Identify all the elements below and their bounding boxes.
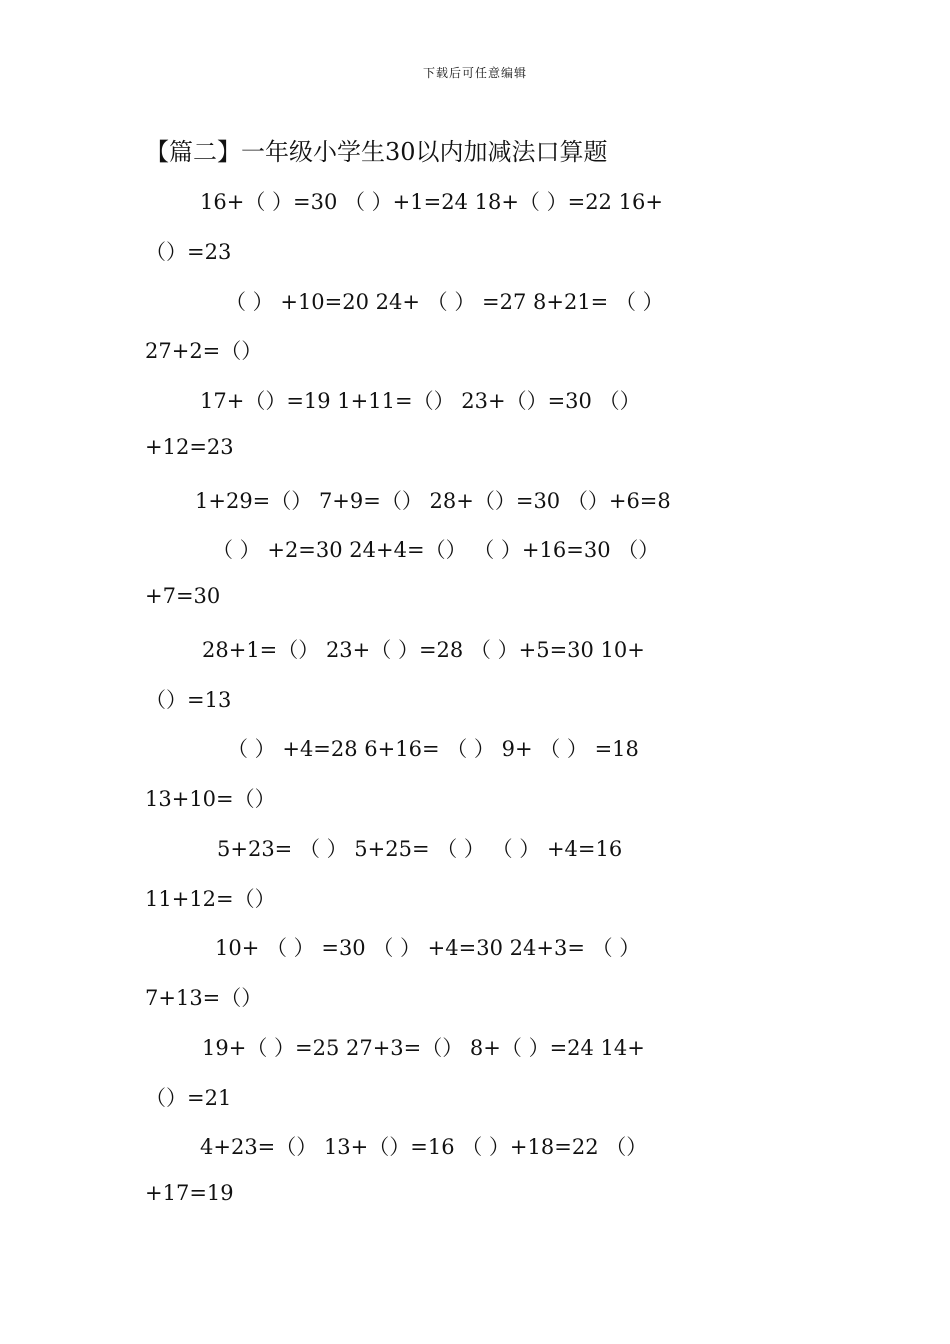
section-title: 【篇二】一年级小学生30以内加减法口算题	[145, 138, 608, 166]
problem-line: 19+（ ）=25 27+3=（） 8+（ ）=24 14+	[202, 1036, 645, 1060]
problem-line: 16+（ ）=30 （ ）+1=24 18+（ ）=22 16+	[200, 190, 663, 214]
problem-line: +17=19	[145, 1181, 234, 1205]
problem-line: （）=23	[145, 240, 232, 264]
problem-line: 13+10=（）	[145, 787, 276, 811]
problem-line: 11+12=（）	[145, 887, 276, 911]
problem-line: 27+2=（）	[145, 339, 263, 363]
problem-line: （）=21	[145, 1086, 232, 1110]
problem-line: 28+1=（） 23+（ ）=28 （ ）+5=30 10+	[202, 638, 645, 662]
problem-line: +12=23	[145, 435, 234, 459]
problem-line: 5+23= （ ） 5+25= （ ） （ ） +4=16	[217, 837, 623, 861]
problem-line: （ ） +2=30 24+4=（） （ ）+16=30 （）	[212, 538, 660, 562]
problem-line: （ ） +10=20 24+ （ ） =27 8+21= （ ）	[225, 290, 664, 314]
problem-line: 1+29=（） 7+9=（） 28+（）=30 （）+6=8	[195, 489, 671, 513]
problem-line: 10+ （ ） =30 （ ） +4=30 24+3= （ ）	[215, 936, 641, 960]
problem-line: 4+23=（） 13+（）=16 （ ）+18=22 （）	[200, 1135, 648, 1159]
problem-line: （ ） +4=28 6+16= （ ） 9+ （ ） =18	[227, 737, 639, 761]
problem-line: 17+（）=19 1+11=（） 23+（）=30 （）	[200, 389, 641, 413]
problem-line: +7=30	[145, 584, 221, 608]
page-header: 下载后可任意编辑	[422, 66, 527, 80]
problem-line: （）=13	[145, 688, 232, 712]
problem-line: 7+13=（）	[145, 986, 263, 1010]
